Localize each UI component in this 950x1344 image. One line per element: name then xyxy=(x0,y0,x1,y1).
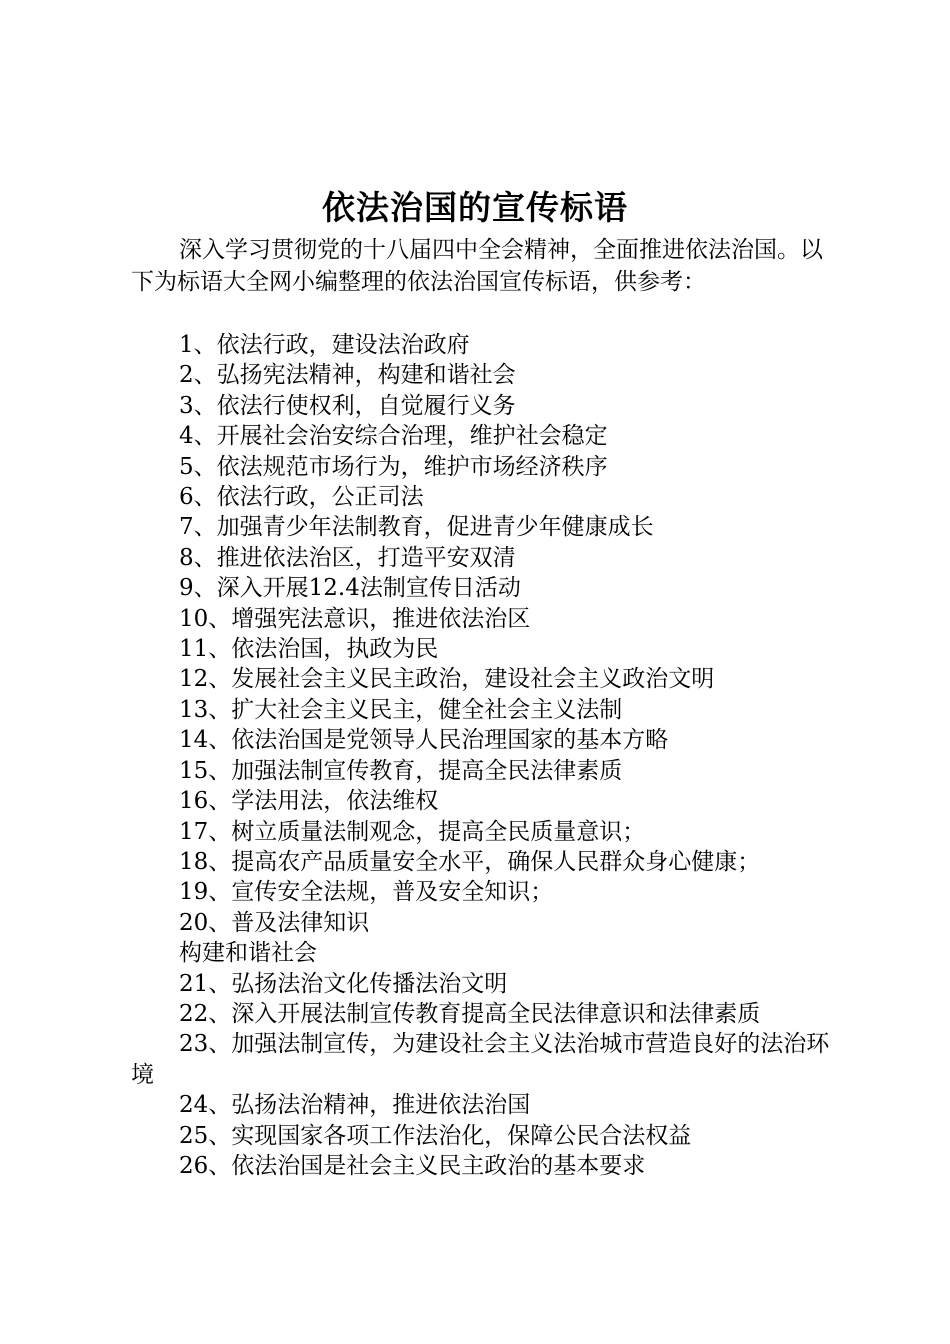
list-item: 10、增强宪法意识，推进依法治区 xyxy=(179,605,531,632)
list-item: 21、弘扬法治文化传播法治文明 xyxy=(179,970,508,997)
list-item: 24、弘扬法治精神，推进依法治国 xyxy=(179,1092,531,1119)
list-item: 12、发展社会主义民主政治，建设社会主义政治文明 xyxy=(179,666,715,693)
list-item: 15、加强法制宣传教育，提高全民法律素质 xyxy=(179,757,623,784)
list-item: 5、依法规范市场行为，维护市场经济秩序 xyxy=(179,453,608,480)
intro-text: 深入学习贯彻党的十八届四中全会精神，全面推进依法治国。以下为标语大全网小编整理的依法治国宣传标语，供参考： xyxy=(131,237,823,295)
intro-paragraph xyxy=(131,234,831,298)
list-item: 8、推进依法治区，打造平安双清 xyxy=(179,544,516,571)
list-item: 14、依法治国是党领导人民治理国家的基本方略 xyxy=(179,727,669,754)
list-item: 17、树立质量法制观念，提高全民质量意识； xyxy=(179,818,646,845)
list-item: 20、普及法律知识 xyxy=(179,909,370,936)
list-item: 22、深入开展法制宣传教育提高全民法律意识和法律素质 xyxy=(179,1000,761,1027)
list-item: 18、提高农产品质量安全水平，确保人民群众身心健康； xyxy=(179,848,761,875)
list-item: 1、依法行政，建设法治政府 xyxy=(179,332,470,358)
list-item: 26、依法治国是社会主义民主政治的基本要求 xyxy=(179,1152,646,1179)
list-item: 19、宣传安全法规，普及安全知识； xyxy=(179,879,554,906)
list-item: 9、深入开展12.4法制宣传日活动 xyxy=(179,575,521,602)
list-item: 3、依法行使权利，自觉履行义务 xyxy=(179,392,516,419)
list-item: 7、加强青少年法制教育，促进青少年健康成长 xyxy=(179,514,654,541)
list-item: 构建和谐社会 xyxy=(179,940,317,967)
list-item: 6、依法行政，公正司法 xyxy=(179,484,424,511)
list-item: 11、依法治国，执政为民 xyxy=(179,636,439,663)
list-item: 2、弘扬宪法精神，构建和谐社会 xyxy=(179,362,516,389)
list-item: 23、加强法制宣传，为建设社会主义法治城市营造良好的法治环境 xyxy=(131,1031,830,1088)
list-item: 16、学法用法，依法维权 xyxy=(179,788,439,815)
document-title: 依法治国的宣传标语 xyxy=(322,188,628,227)
list-item: 25、实现国家各项工作法治化，保障公民合法权益 xyxy=(179,1122,692,1149)
list-item: 13、扩大社会主义民主，健全社会主义法制 xyxy=(179,696,623,723)
list-item: 4、开展社会治安综合治理，维护社会稳定 xyxy=(179,423,608,450)
slogan-list xyxy=(131,330,831,1181)
